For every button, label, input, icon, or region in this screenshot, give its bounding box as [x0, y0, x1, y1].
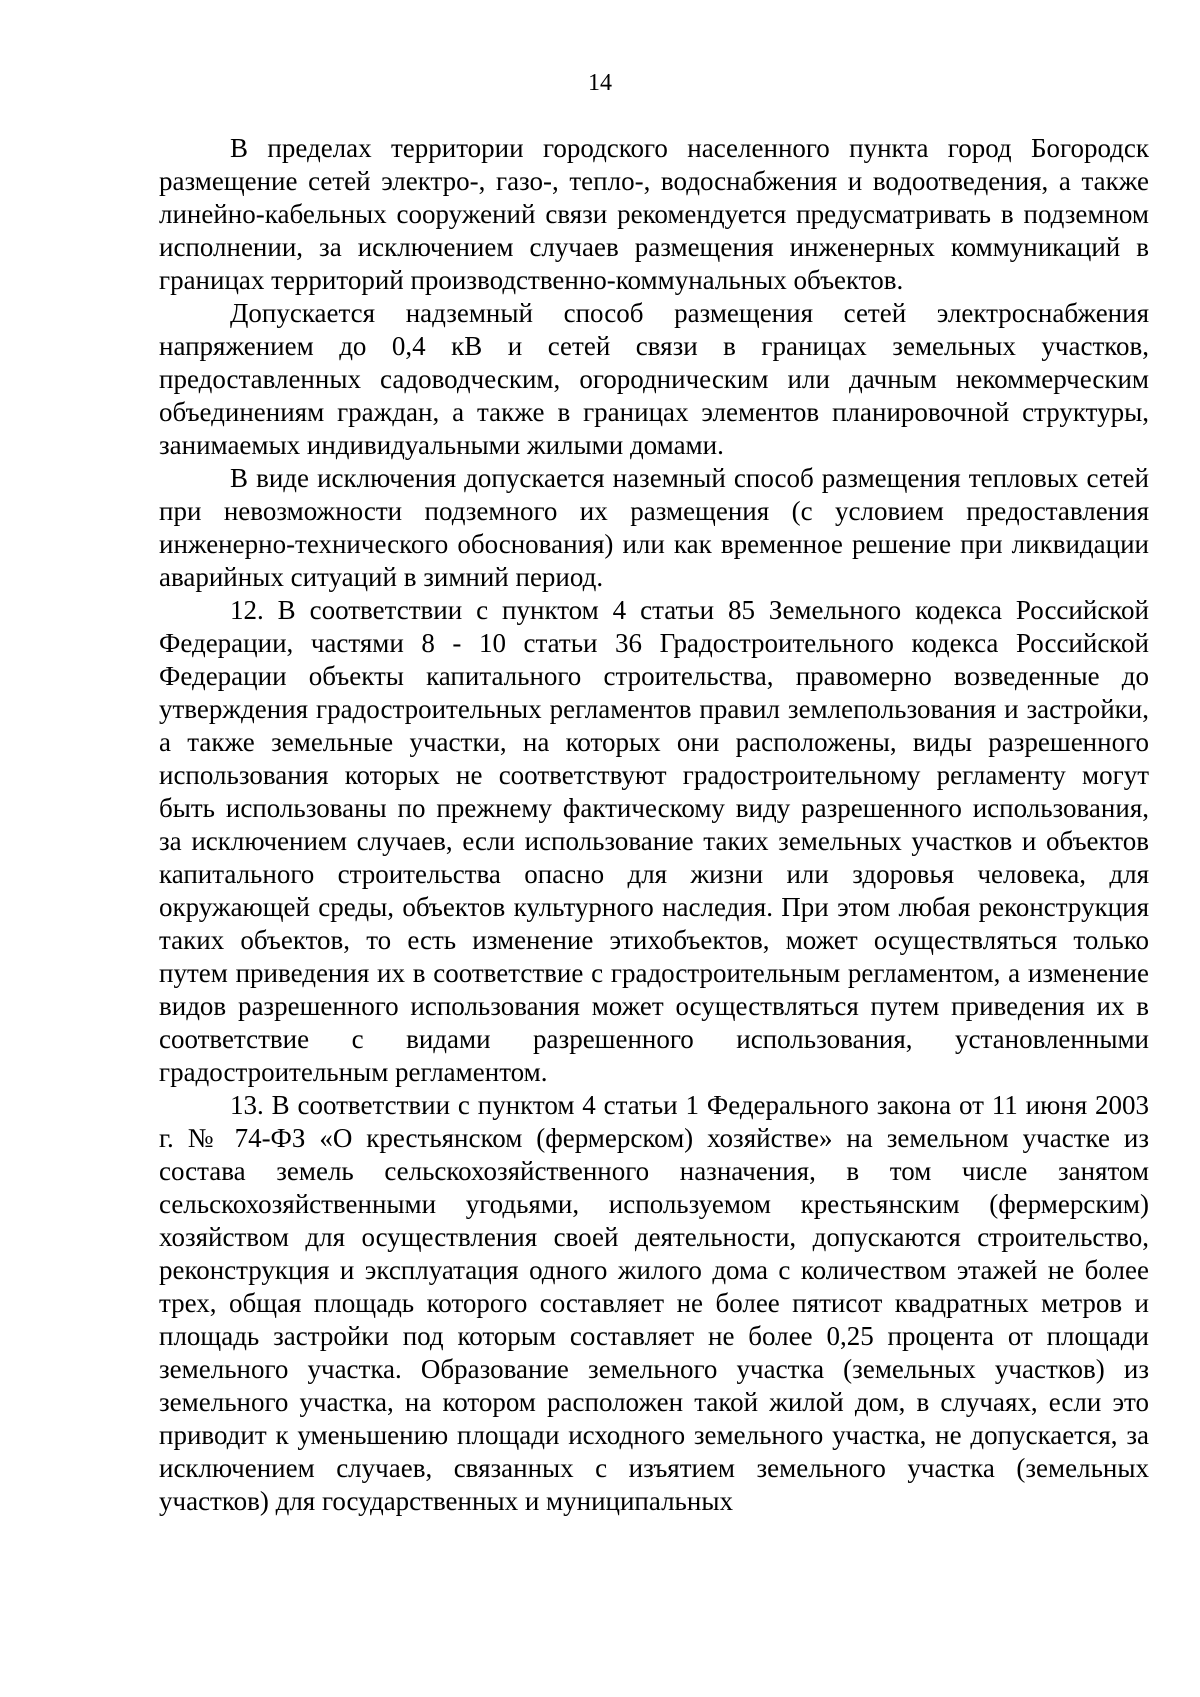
paragraph-surface-heating-networks: В виде исключения допускается наземный способ размещения тепловых сетей при невозможности подземного их размещения (с условием предоставления инженерно-технического обоснования) или как временное решение при ликвидации аварийных ситуаций в зимний период.	[159, 463, 1149, 592]
paragraph-item-12: 12. В соответствии с пунктом 4 статьи 85 Земельного кодекса Российской Федерации, частями 8 - 10 статьи 36 Градостроительного кодекса Российской Федерации объекты капитального строительства, правомерно возведенные до утверждения градостроительных регламентов правил землепользования и застройки, а также земельные участки, на которых они расположены, виды разрешенного использования которых не соответствуют градостроительному регламенту могут быть использованы по прежнему фактическому виду разрешенного использования, за исключением случаев, если использование таких земельных участков и объектов капитального строительства опасно для жизни или здоровья человека, для окружающей среды, объектов культурного наследия. При этом любая реконструкция таких объектов, то есть изменение этихобъектов, может осуществляться только путем приведения их в соответствие с градостроительным регламентом, а изменение видов разрешенного использования может осуществляться путем приведения их в соответствие с видами разрешенного использования, установленными градостроительным регламентом.	[159, 595, 1149, 1087]
paragraph-underground-networks: В пределах территории городского населенного пункта город Богородск размещение сетей электро-, газо-, тепло-, водоснабжения и водоотведения, а также линейно-кабельных сооружений связи рекомендуется предусматривать в подземном исполнении, за исключением случаев размещения инженерных коммуникаций в границах территорий производственно-коммунальных объектов.	[159, 133, 1149, 295]
document-body	[159, 132, 1149, 1518]
page-number: 14	[588, 70, 612, 96]
paragraph-overhead-networks: Допускается надземный способ размещения сетей электроснабжения напряжением до 0,4 кВ и сетей связи в границах земельных участков, предоставленных садоводческим, огородническим или дачным некоммерческим объединениям граждан, а также в границах элементов планировочной структуры, занимаемых индивидуальными жилыми домами.	[159, 298, 1149, 460]
paragraph-item-13: 13. В соответствии с пунктом 4 статьи 1 Федерального закона от 11 июня 2003 г. № 74-ФЗ «О крестьянском (фермерском) хозяйстве» на земельном участке из состава земель сельскохозяйственного назначения, в том числе занятом сельскохозяйственными угодьями, используемом крестьянским (фермерским) хозяйством для осуществления своей деятельности, допускаются строительство, реконструкция и эксплуатация одного жилого дома с количеством этажей не более трех, общая площадь которого составляет не более пятисот квадратных метров и площадь застройки под которым составляет не более 0,25 процента от площади земельного участка. Образование земельного участка (земельных участков) из земельного участка, на котором расположен такой жилой дом, в случаях, если это приводит к уменьшению площади исходного земельного участка, не допускается, за исключением случаев, связанных с изъятием земельного участка (земельных участков) для государственных и муниципальных	[159, 1090, 1149, 1516]
